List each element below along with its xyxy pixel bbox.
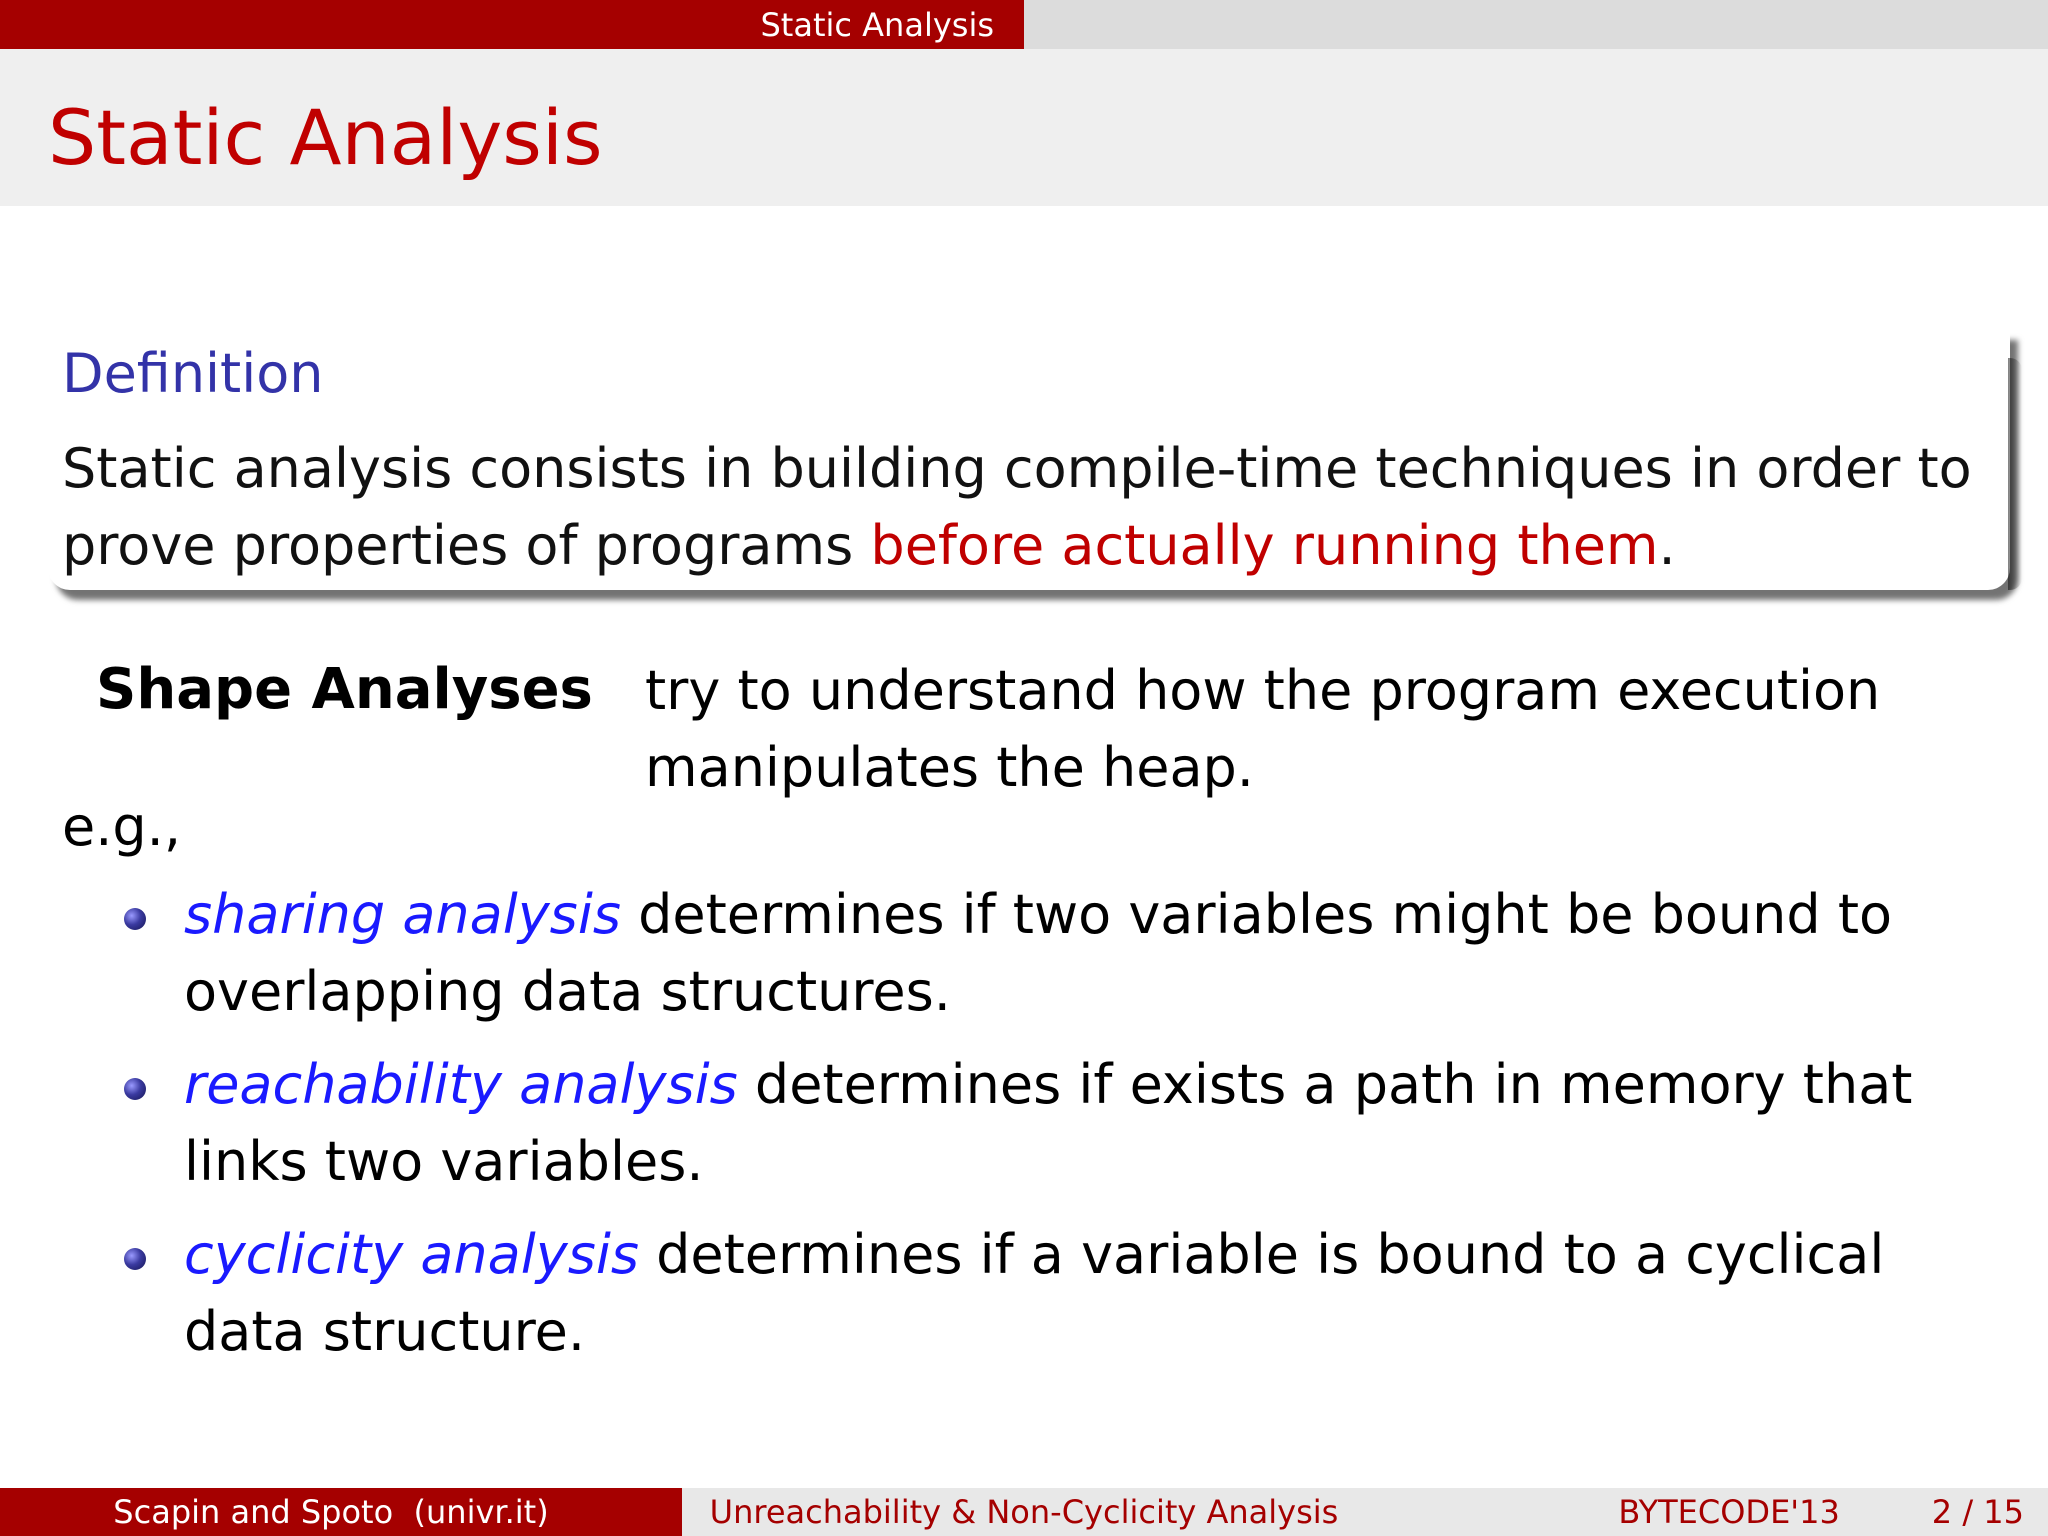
definition-title: Definition (62, 342, 324, 405)
analysis-list (120, 876, 2000, 1386)
footer-conference[interactable]: BYTECODE'13 (1618, 1493, 1840, 1531)
bullet-ball-icon (124, 908, 146, 930)
bullet-term: reachability analysis (184, 1053, 738, 1116)
footer-authors-label: Scapin and Spoto (univr.it) (113, 1493, 549, 1531)
definition-body (62, 430, 1992, 584)
bullet-text: determines if a variable is bound to a cyclical data structure. (184, 1223, 1885, 1363)
shape-analyses-term: Shape Analyses (96, 657, 593, 722)
example-label: e.g., (62, 795, 181, 858)
bullet-text: determines if two variables might be bound to overlapping data structures. (184, 883, 1893, 1023)
header-bar-filler (1024, 0, 2048, 49)
footer-talk-title[interactable] (682, 1488, 1366, 1536)
definition-line-2 (62, 507, 1992, 584)
bullet-term: sharing analysis (184, 883, 621, 946)
shape-analyses-description: try to understand how the program execution manipulates the heap. (645, 659, 1881, 799)
footer-authors[interactable] (0, 1488, 682, 1536)
definition-line-2-suffix: . (1658, 514, 1676, 577)
bullet-ball-icon (124, 1248, 146, 1270)
header-bar (0, 0, 2048, 49)
section-indicator[interactable] (0, 0, 1024, 49)
definition-line-1: Static analysis consists in building compile-time techniques in order to (62, 437, 1972, 500)
footer-meta (1366, 1488, 2048, 1536)
section-label: Static Analysis (760, 5, 994, 44)
list-item (120, 876, 2000, 1030)
definition-line-2-prefix: prove properties of programs (62, 514, 871, 577)
bullet-ball-icon (124, 1078, 146, 1100)
definition-block-shadow (2008, 358, 2022, 590)
footer-talk-title-label: Unreachability & Non-Cyclicity Analysis (709, 1493, 1339, 1531)
bullet-term: cyclicity analysis (184, 1223, 639, 1286)
frame-title-band (0, 49, 2048, 206)
list-item (120, 1046, 2000, 1200)
bullet-text: determines if exists a path in memory that links two variables. (184, 1053, 1913, 1193)
definition-highlight: before actually running them (870, 514, 1659, 577)
frame-title: Static Analysis (48, 93, 603, 182)
footer-bar (0, 1488, 2048, 1536)
list-item (120, 1216, 2000, 1370)
definition-block (48, 330, 2010, 590)
footer-page-number: 2 / 15 (1931, 1493, 2024, 1531)
